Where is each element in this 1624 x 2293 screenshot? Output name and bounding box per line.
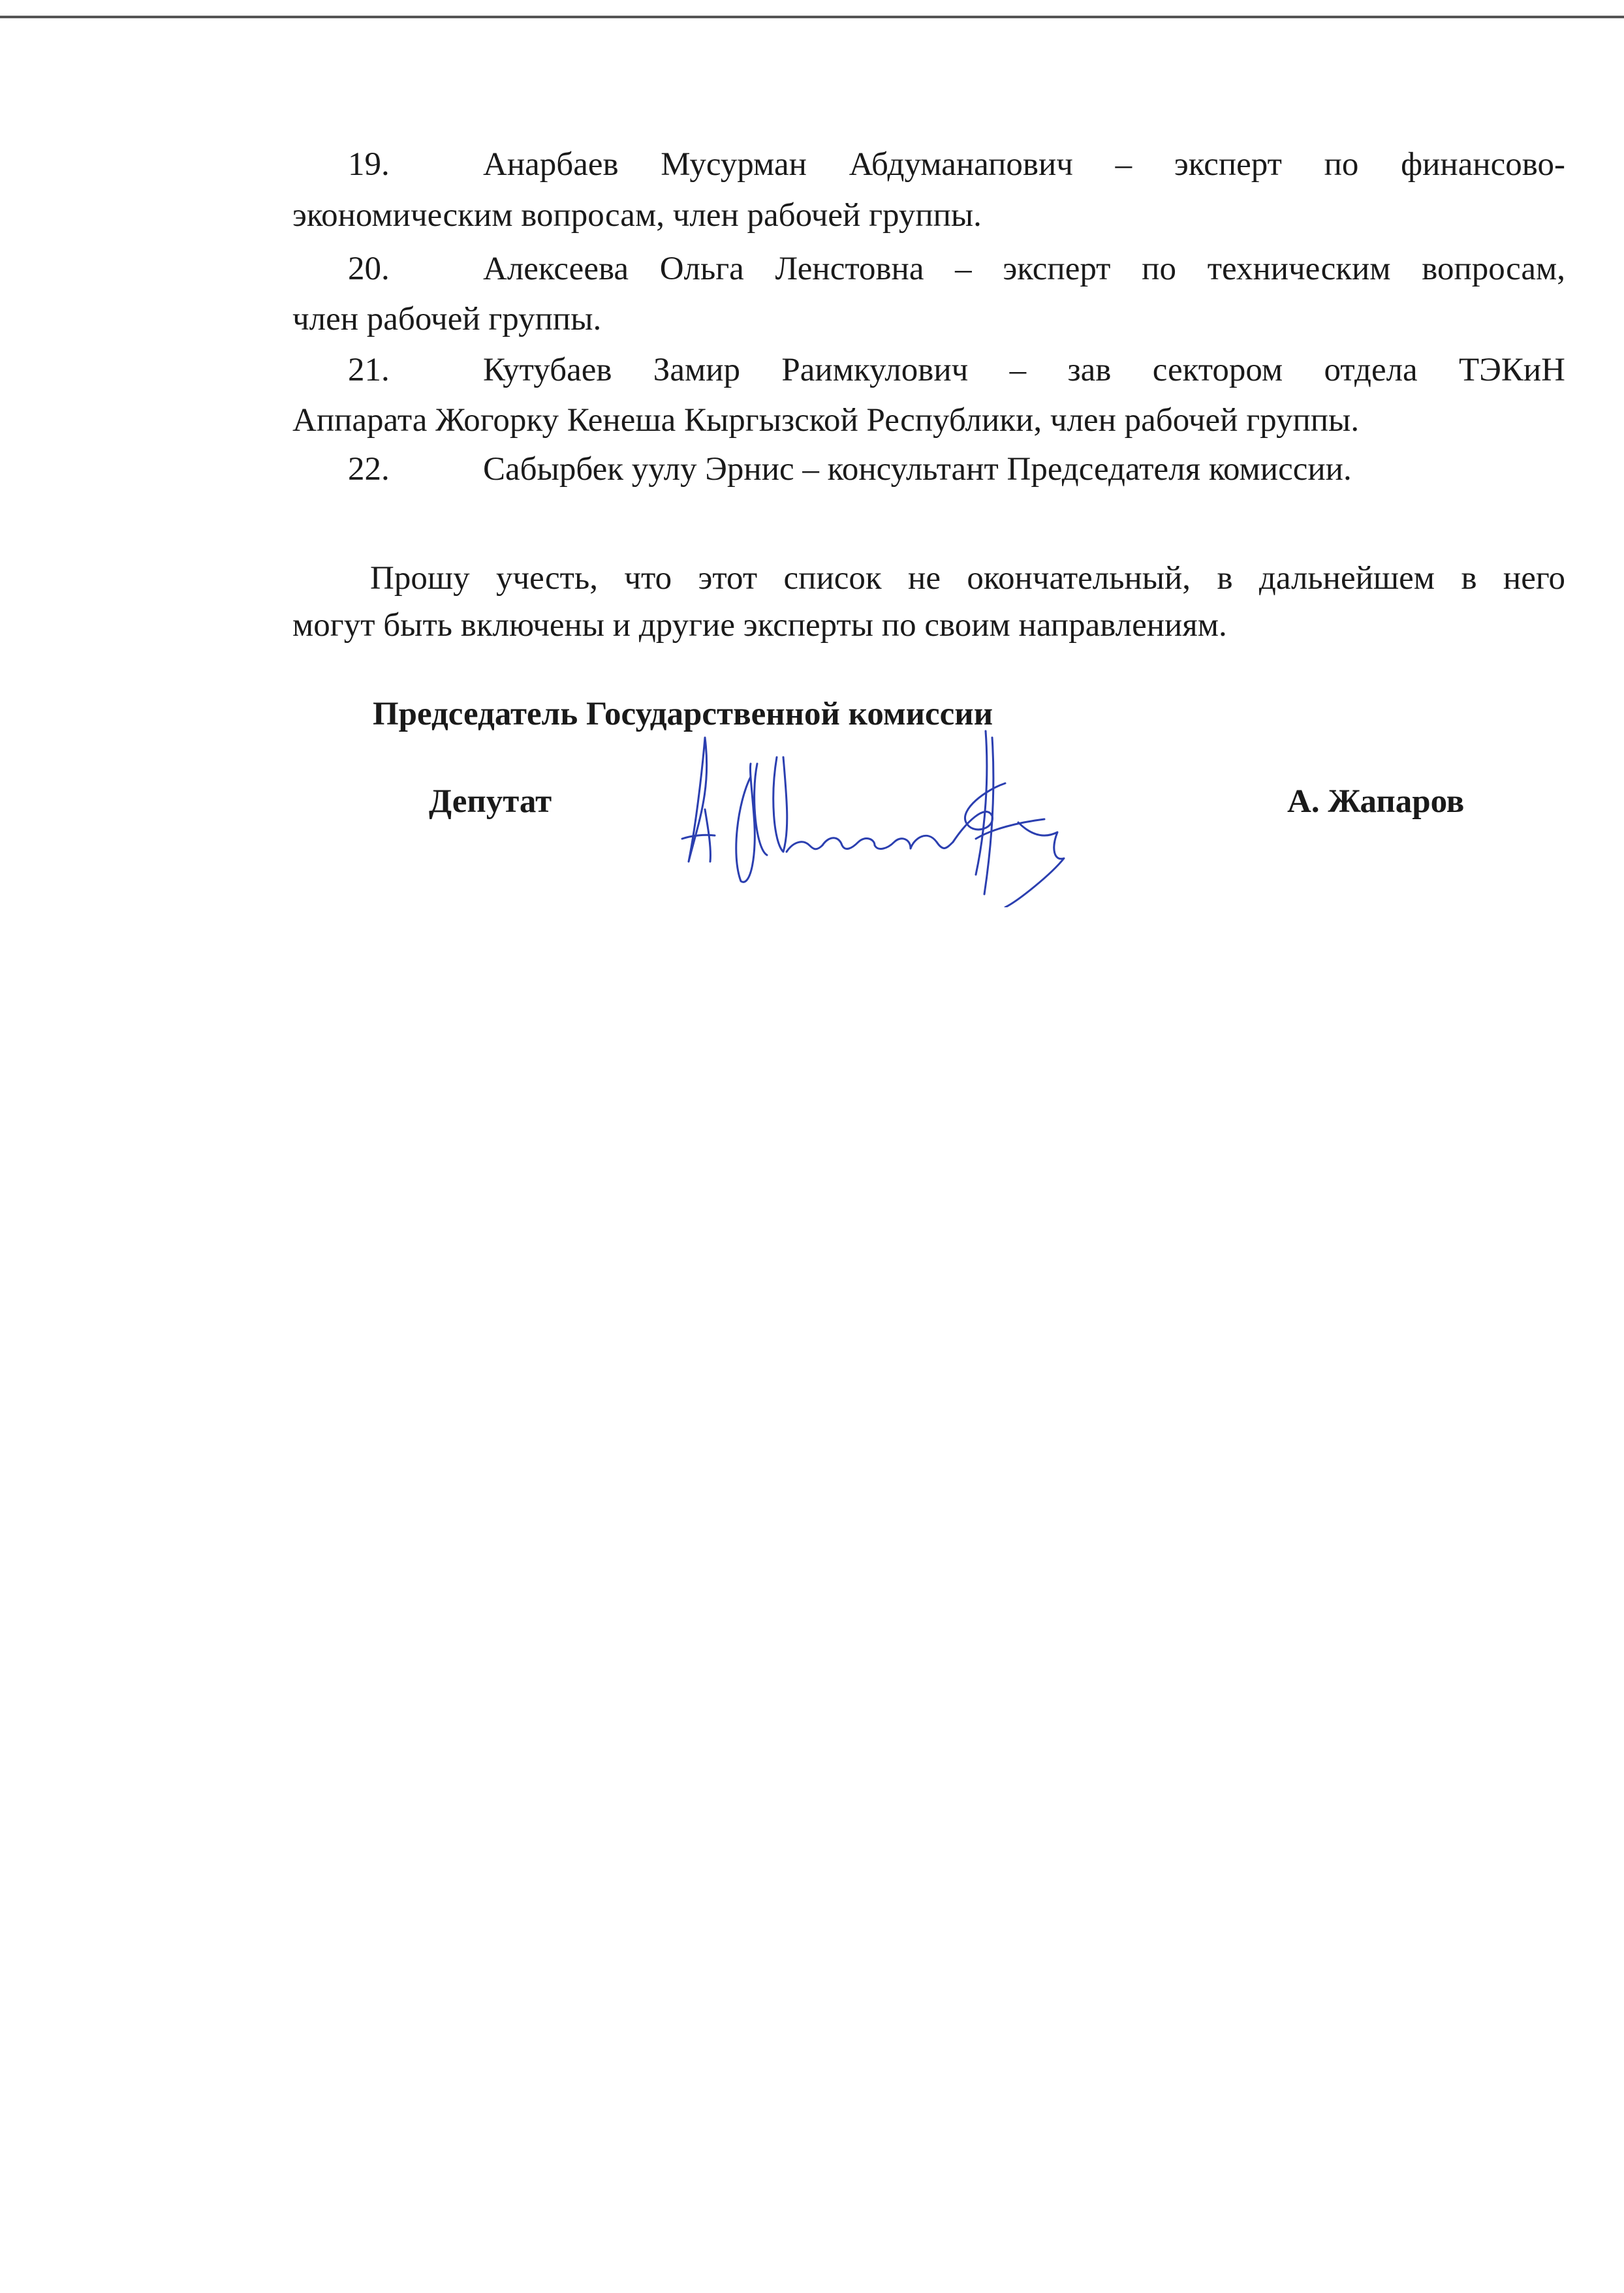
signatory-position: Депутат <box>429 783 552 820</box>
note-text-line: Прошу учесть, что этот список не окончательный, в дальнейшем в него <box>370 560 1565 597</box>
item-text-line: Сабырбек уулу Эрнис – консультант Председателя комиссии. <box>483 451 1352 488</box>
item-text-line: Анарбаев Мусурман Абдуманапович – эксперт по финансово- <box>483 146 1565 183</box>
note-text-line: могут быть включены и другие эксперты по своим направлениям. <box>292 607 1227 644</box>
item-text-line: член рабочей группы. <box>292 301 602 337</box>
handwritten-signature <box>679 725 1123 907</box>
item-text-line: Алексеева Ольга Ленстовна – эксперт по техническим вопросам, <box>483 251 1565 287</box>
signatory-title: Председатель Государственной комиссии <box>373 696 993 732</box>
item-number: 19. <box>348 146 390 183</box>
item-number: 20. <box>348 251 390 287</box>
item-text-line: экономическим вопросам, член рабочей группы. <box>292 197 982 234</box>
signatory-name: А. Жапаров <box>1287 783 1465 820</box>
item-text-line: Аппарата Жогорку Кенеша Кыргызской Республики, член рабочей группы. <box>292 402 1360 439</box>
item-number: 22. <box>348 451 390 488</box>
item-number: 21. <box>348 352 390 388</box>
item-text-line: Кутубаев Замир Раимкулович – зав сектором отдела ТЭКиН <box>483 352 1565 388</box>
page-top-border <box>0 16 1624 18</box>
